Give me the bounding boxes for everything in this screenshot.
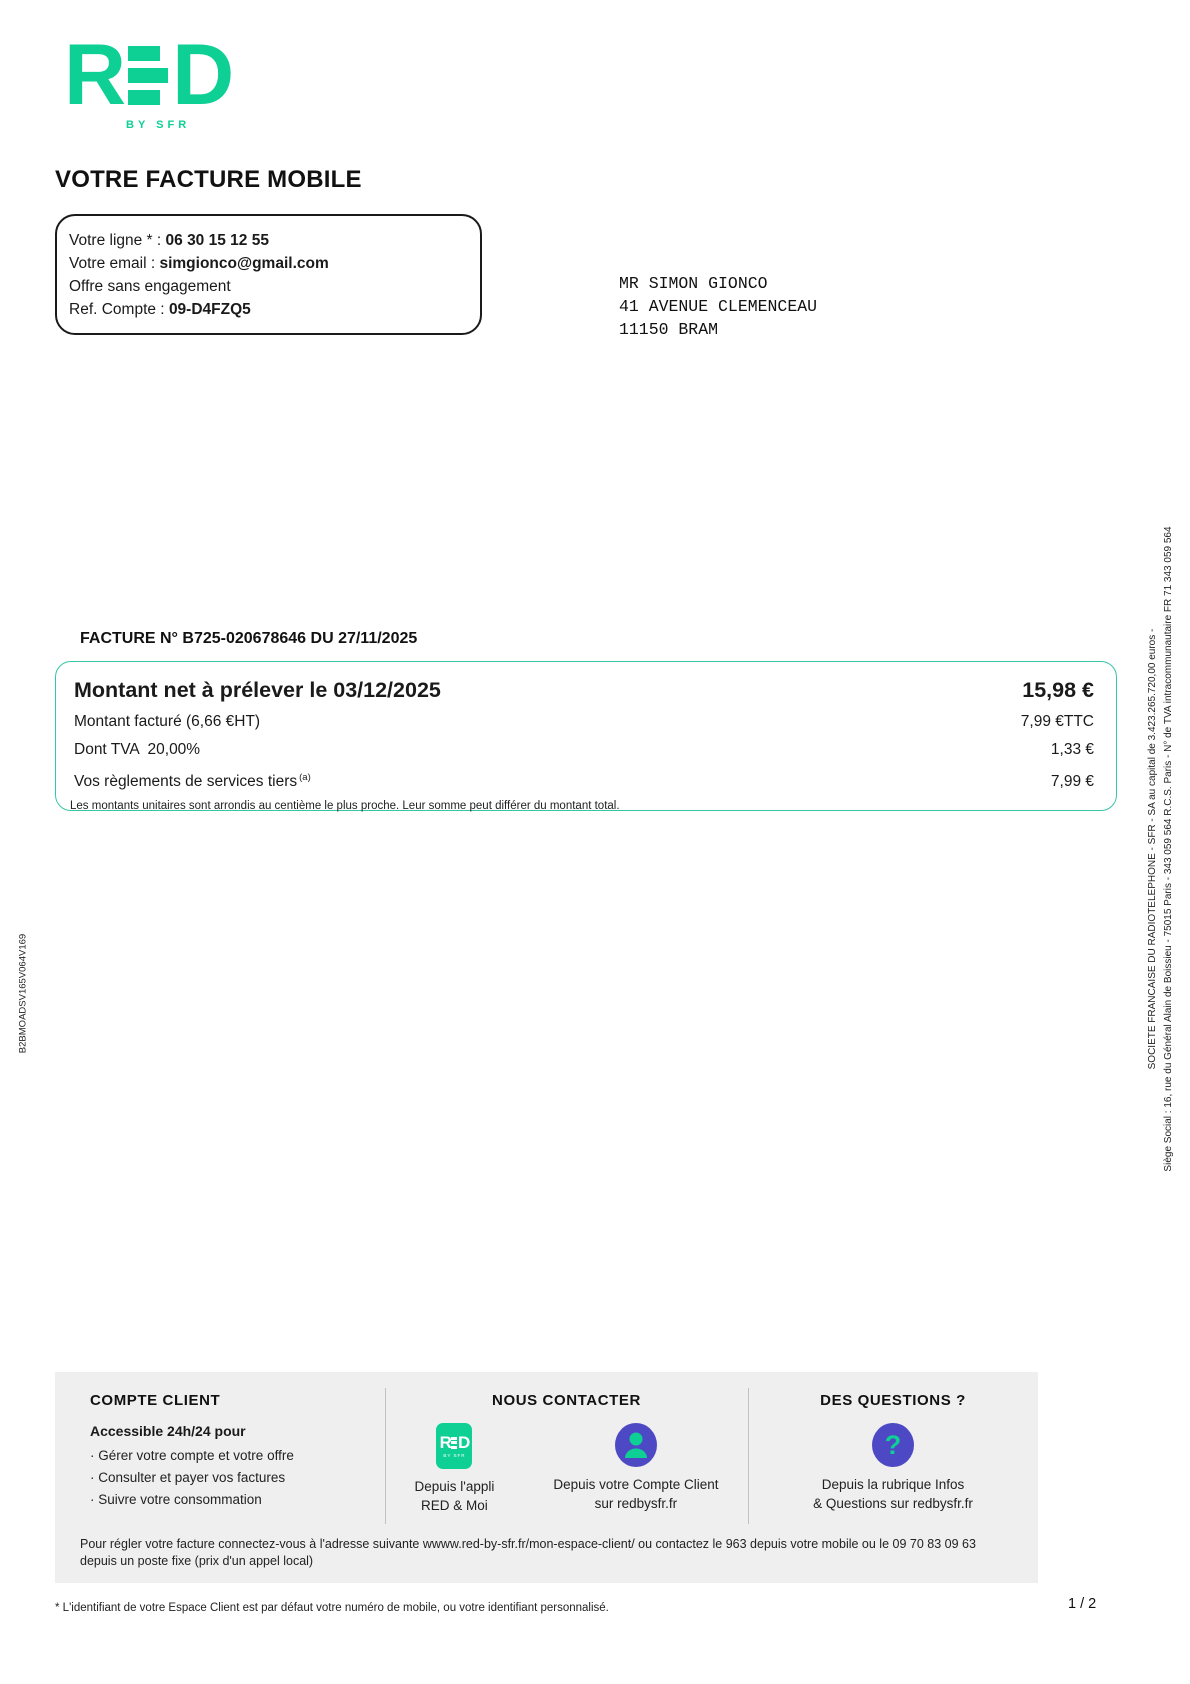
app-icon-e-bars	[451, 1437, 457, 1449]
legal-vertical-text	[1145, 479, 1177, 1219]
svg-text:?: ?	[884, 1430, 902, 1460]
list-item: · Consulter et payer vos factures	[90, 1467, 385, 1489]
recipient-address	[619, 272, 817, 341]
contact-column	[385, 1372, 748, 1530]
logo-letters	[64, 27, 231, 123]
footer-info-panel	[55, 1372, 1038, 1583]
amount-third-party-value: 7,99 €	[1050, 773, 1094, 791]
list-item: · Suivre votre consommation	[90, 1489, 385, 1511]
amount-invoiced-label: Montant facturé (6,66 €HT)	[74, 713, 261, 730]
rounding-note: Les montants unitaires sont arrondis au centième le plus proche. Leur somme peut différer du montant total.	[70, 800, 620, 812]
caption-line: Depuis votre Compte Client	[553, 1477, 719, 1492]
contact-app-option	[415, 1423, 495, 1515]
question-mark-icon	[872, 1423, 914, 1467]
amount-summary-box	[55, 661, 1117, 811]
recipient-city: 11150 BRAM	[619, 320, 719, 339]
account-ref-value: 09-D4FZQ5	[168, 301, 251, 318]
recipient-street: 41 AVENUE CLEMENCEAU	[619, 297, 818, 316]
account-info-box	[55, 214, 482, 335]
customer-account-column	[55, 1372, 385, 1530]
footer-columns	[55, 1372, 1038, 1530]
legal-line-2: Siège Social : 16, rue du Général Alain de Boissieu - 75015 Paris - 343 059 564 R.C.S. Paris - N° de TVA intracommunautaire FR 71 343 059 564	[1163, 526, 1174, 1172]
amount-third-party-text: Vos règlements de services tiers	[74, 773, 298, 791]
red-by-sfr-logo	[64, 27, 231, 131]
recipient-name: MR SIMON GIONCO	[619, 274, 768, 293]
account-email-value: simgionco@gmail.com	[159, 255, 329, 272]
caption-line: Depuis la rubrique Infos	[821, 1477, 965, 1492]
amount-third-party-label	[74, 764, 311, 796]
customer-account-list	[90, 1445, 385, 1511]
amount-row-third-party	[74, 764, 1094, 796]
amount-net-value: 15,98 €	[1022, 678, 1094, 702]
contact-web-caption	[553, 1475, 718, 1513]
invoice-number-header: FACTURE N° B725-020678646 DU 27/11/2025	[80, 630, 418, 647]
account-offer: Offre sans engagement	[69, 278, 231, 295]
caption-line: RED & Moi	[421, 1498, 488, 1513]
questions-option	[748, 1423, 1038, 1513]
amount-row-vat	[74, 736, 1094, 764]
amount-invoiced-value: 7,99 €TTC	[1020, 713, 1094, 730]
account-ref-label: Ref. Compte :	[69, 301, 169, 318]
footnote-marker: (a)	[299, 772, 311, 783]
legal-line-1: SOCIETE FRANCAISE DU RADIOTELEPHONE - SFR - SA au capital de 3.423.265.720,00 euros -	[1147, 628, 1158, 1070]
account-line-value: 06 30 15 12 55	[165, 232, 269, 249]
amount-vat-value: 1,33 €	[1050, 741, 1094, 758]
document-code-vertical: B2BMOADSV165V064V169	[17, 933, 29, 1054]
account-ref	[69, 298, 462, 321]
questions-item	[813, 1423, 973, 1513]
logo-letter-r: R	[64, 27, 123, 123]
person-icon	[615, 1423, 657, 1467]
account-email	[69, 252, 462, 275]
caption-line: Depuis l'appli	[414, 1479, 495, 1494]
contact-web-option	[553, 1423, 718, 1513]
payment-instructions: Pour régler votre facture connectez-vous à l'adresse suivante wwww.red-by-sfr.fr/mon-espace-client/ ou contactez le 963 depuis votre mobile ou le 09 70 83 09 63 depuis un poste fixe (prix d'un appel local)	[80, 1537, 976, 1568]
questions-title: DES QUESTIONS ?	[820, 1392, 966, 1409]
app-icon-letter-r: R	[439, 1433, 451, 1452]
contact-options	[385, 1423, 748, 1515]
page-title: VOTRE FACTURE MOBILE	[55, 166, 362, 193]
account-email-label: Votre email :	[69, 255, 160, 272]
amount-vat-label: Dont TVA 20,00%	[74, 741, 201, 758]
identifier-footnote: * L'identifiant de votre Espace Client est par défaut votre numéro de mobile, ou votre identifiant personnalisé.	[55, 1602, 609, 1614]
column-divider	[748, 1388, 749, 1524]
logo-letter-d: D	[172, 27, 231, 123]
amount-net-label: Montant net à prélever le 03/12/2025	[74, 678, 441, 702]
page-number: 1 / 2	[1068, 1596, 1097, 1612]
contact-title: NOUS CONTACTER	[492, 1392, 641, 1409]
questions-caption	[813, 1475, 973, 1513]
contact-app-caption	[415, 1477, 495, 1515]
account-line-label: Votre ligne * :	[69, 232, 166, 249]
amount-row-invoiced	[74, 708, 1094, 736]
questions-column	[748, 1372, 1038, 1530]
column-divider	[385, 1388, 386, 1524]
app-icon-tagline: BY SFR	[443, 1453, 466, 1458]
customer-account-title: COMPTE CLIENT	[90, 1392, 221, 1409]
app-icon-letter-d: D	[457, 1433, 470, 1452]
customer-account-subtitle: Accessible 24h/24 pour	[90, 1423, 246, 1439]
red-app-icon	[436, 1423, 472, 1469]
logo-e-bars-icon	[128, 46, 168, 105]
list-item: · Gérer votre compte et votre offre	[90, 1445, 385, 1467]
caption-line: & Questions sur redbysfr.fr	[813, 1496, 973, 1511]
account-line	[69, 229, 462, 252]
caption-line: sur redbysfr.fr	[594, 1496, 678, 1511]
amount-row-net	[74, 674, 1094, 706]
logo-tagline: BY SFR	[126, 118, 191, 131]
